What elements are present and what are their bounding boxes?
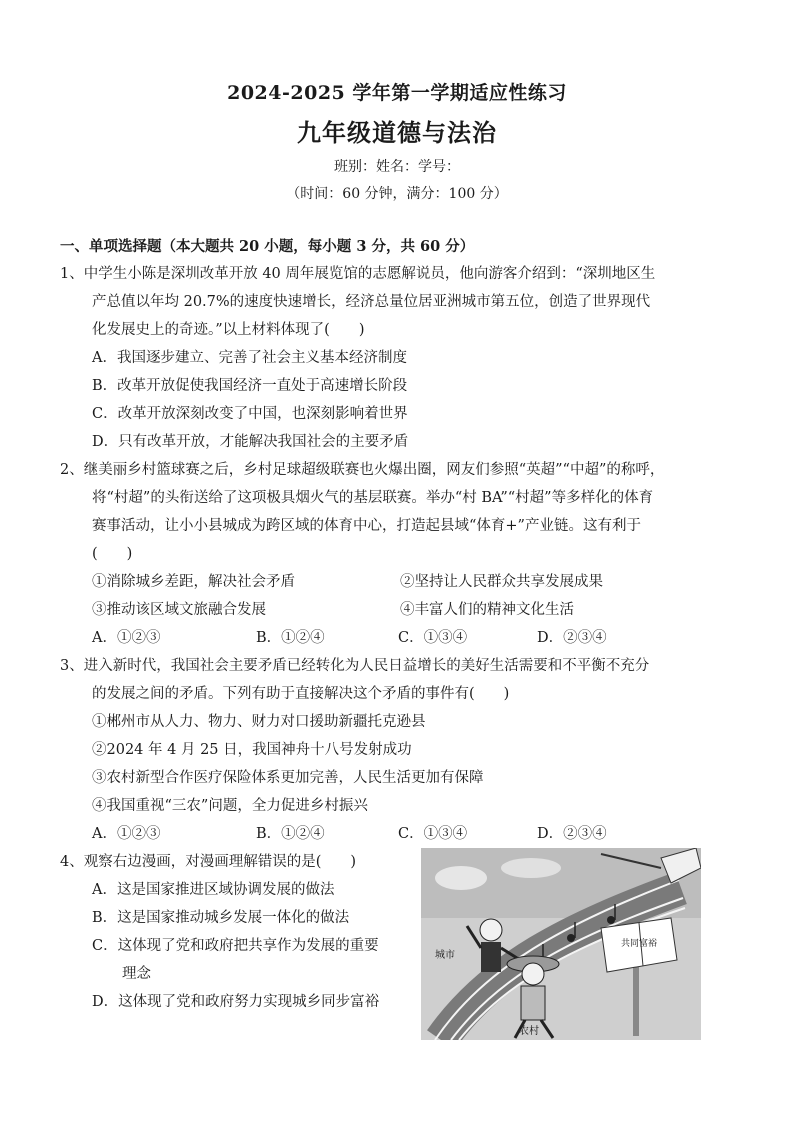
q2-option-b: B．①②④: [256, 630, 325, 646]
cartoon-illustration: [421, 848, 701, 1040]
time-score: （时间：60 分钟，满分：100 分）: [286, 186, 508, 202]
q2-statement-2: ②坚持让人民群众共享发展成果: [400, 574, 603, 590]
cartoon-label-city: 城市: [435, 950, 455, 961]
section-heading: 一、单项选择题（本大题共 20 小题，每小题 3 分，共 60 分）: [60, 238, 475, 255]
q2-option-a: A．①②③: [92, 630, 161, 646]
q4-stem: 4、观察右边漫画，对漫画理解错误的是( ): [60, 854, 357, 870]
q1-stem-line3: 化发展史上的奇迹。”以上材料体现了( ): [92, 322, 365, 338]
q1-option-c: C．改革开放深刻改变了中国，也深刻影响着世界: [92, 406, 408, 422]
q3-option-d: D．②③④: [537, 826, 607, 842]
q4-option-d: D．这体现了党和政府努力实现城乡同步富裕: [92, 994, 380, 1010]
q2-stem-line4: ( ): [92, 546, 133, 562]
q2-statement-4: ④丰富人们的精神文化生活: [400, 602, 574, 618]
q2-option-c: C．①③④: [398, 630, 468, 646]
q3-statement-3: ③农村新型合作医疗保险体系更加完善，人民生活更加有保障: [92, 770, 484, 786]
q2-statement-1: ①消除城乡差距，解决社会矛盾: [92, 574, 295, 590]
q4-option-c-cont: 理念: [122, 966, 151, 982]
q3-option-b: B．①②④: [256, 826, 325, 842]
q3-statement-4: ④我国重视“三农”问题，全力促进乡村振兴: [92, 798, 368, 814]
q3-stem-line1: 3、进入新时代，我国社会主要矛盾已经转化为人民日益增长的美好生活需要和不平衡不充分: [60, 658, 650, 674]
q3-option-a: A．①②③: [92, 826, 161, 842]
q1-option-a: A．我国逐步建立、完善了社会主义基本经济制度: [92, 350, 407, 366]
q2-stem-line1: 2、继美丽乡村篮球赛之后，乡村足球超级联赛也火爆出圈，网友们参照“英超”“中超”的称呼，: [60, 462, 665, 478]
q4-option-c: C．这体现了党和政府把共享作为发展的重要: [92, 938, 379, 954]
q2-stem-line2: 将“村超”的头衔送给了这项极具烟火气的基层联赛。举办“村 BA”“村超”等多样化的体育: [92, 490, 654, 506]
q4-option-a: A．这是国家推进区域协调发展的做法: [92, 882, 335, 898]
exam-title: 2024-2025 学年第一学期适应性练习: [227, 82, 567, 104]
q3-stem-line2: 的发展之间的矛盾。下列有助于直接解决这个矛盾的事件有( ): [92, 686, 510, 702]
q3-statement-2: ②2024 年 4 月 25 日，我国神舟十八号发射成功: [92, 742, 412, 758]
q2-statement-3: ③推动该区域文旅融合发展: [92, 602, 266, 618]
q1-stem-line1: 1、中学生小陈是深圳改革开放 40 周年展览馆的志愿解说员，他向游客介绍到：“深圳地区生: [60, 266, 656, 282]
q4-option-b: B．这是国家推动城乡发展一体化的做法: [92, 910, 350, 926]
q3-option-c: C．①③④: [398, 826, 468, 842]
cartoon-label-village: 农村: [519, 1026, 539, 1037]
q1-stem-line2: 产总值以年均 20.7%的速度快速增长，经济总量位居亚洲城市第五位，创造了世界现代: [92, 294, 651, 310]
q2-stem-line3: 赛事活动，让小小县城成为跨区域的体育中心，打造起县域“体育+”产业链。这有利于: [92, 518, 641, 534]
q2-option-d: D．②③④: [537, 630, 607, 646]
subject-title: 九年级道德与法治: [297, 118, 497, 147]
q1-option-b: B．改革开放促使我国经济一直处于高速增长阶段: [92, 378, 408, 394]
q3-statement-1: ①郴州市从人力、物力、财力对口援助新疆托克逊县: [92, 714, 426, 730]
student-info: 班别：姓名：学号：: [334, 159, 460, 175]
cartoon-label-book: 共同富裕: [621, 939, 658, 949]
q1-option-d: D．只有改革开放，才能解决我国社会的主要矛盾: [92, 434, 409, 450]
cartoon-drawing: [421, 848, 701, 1040]
